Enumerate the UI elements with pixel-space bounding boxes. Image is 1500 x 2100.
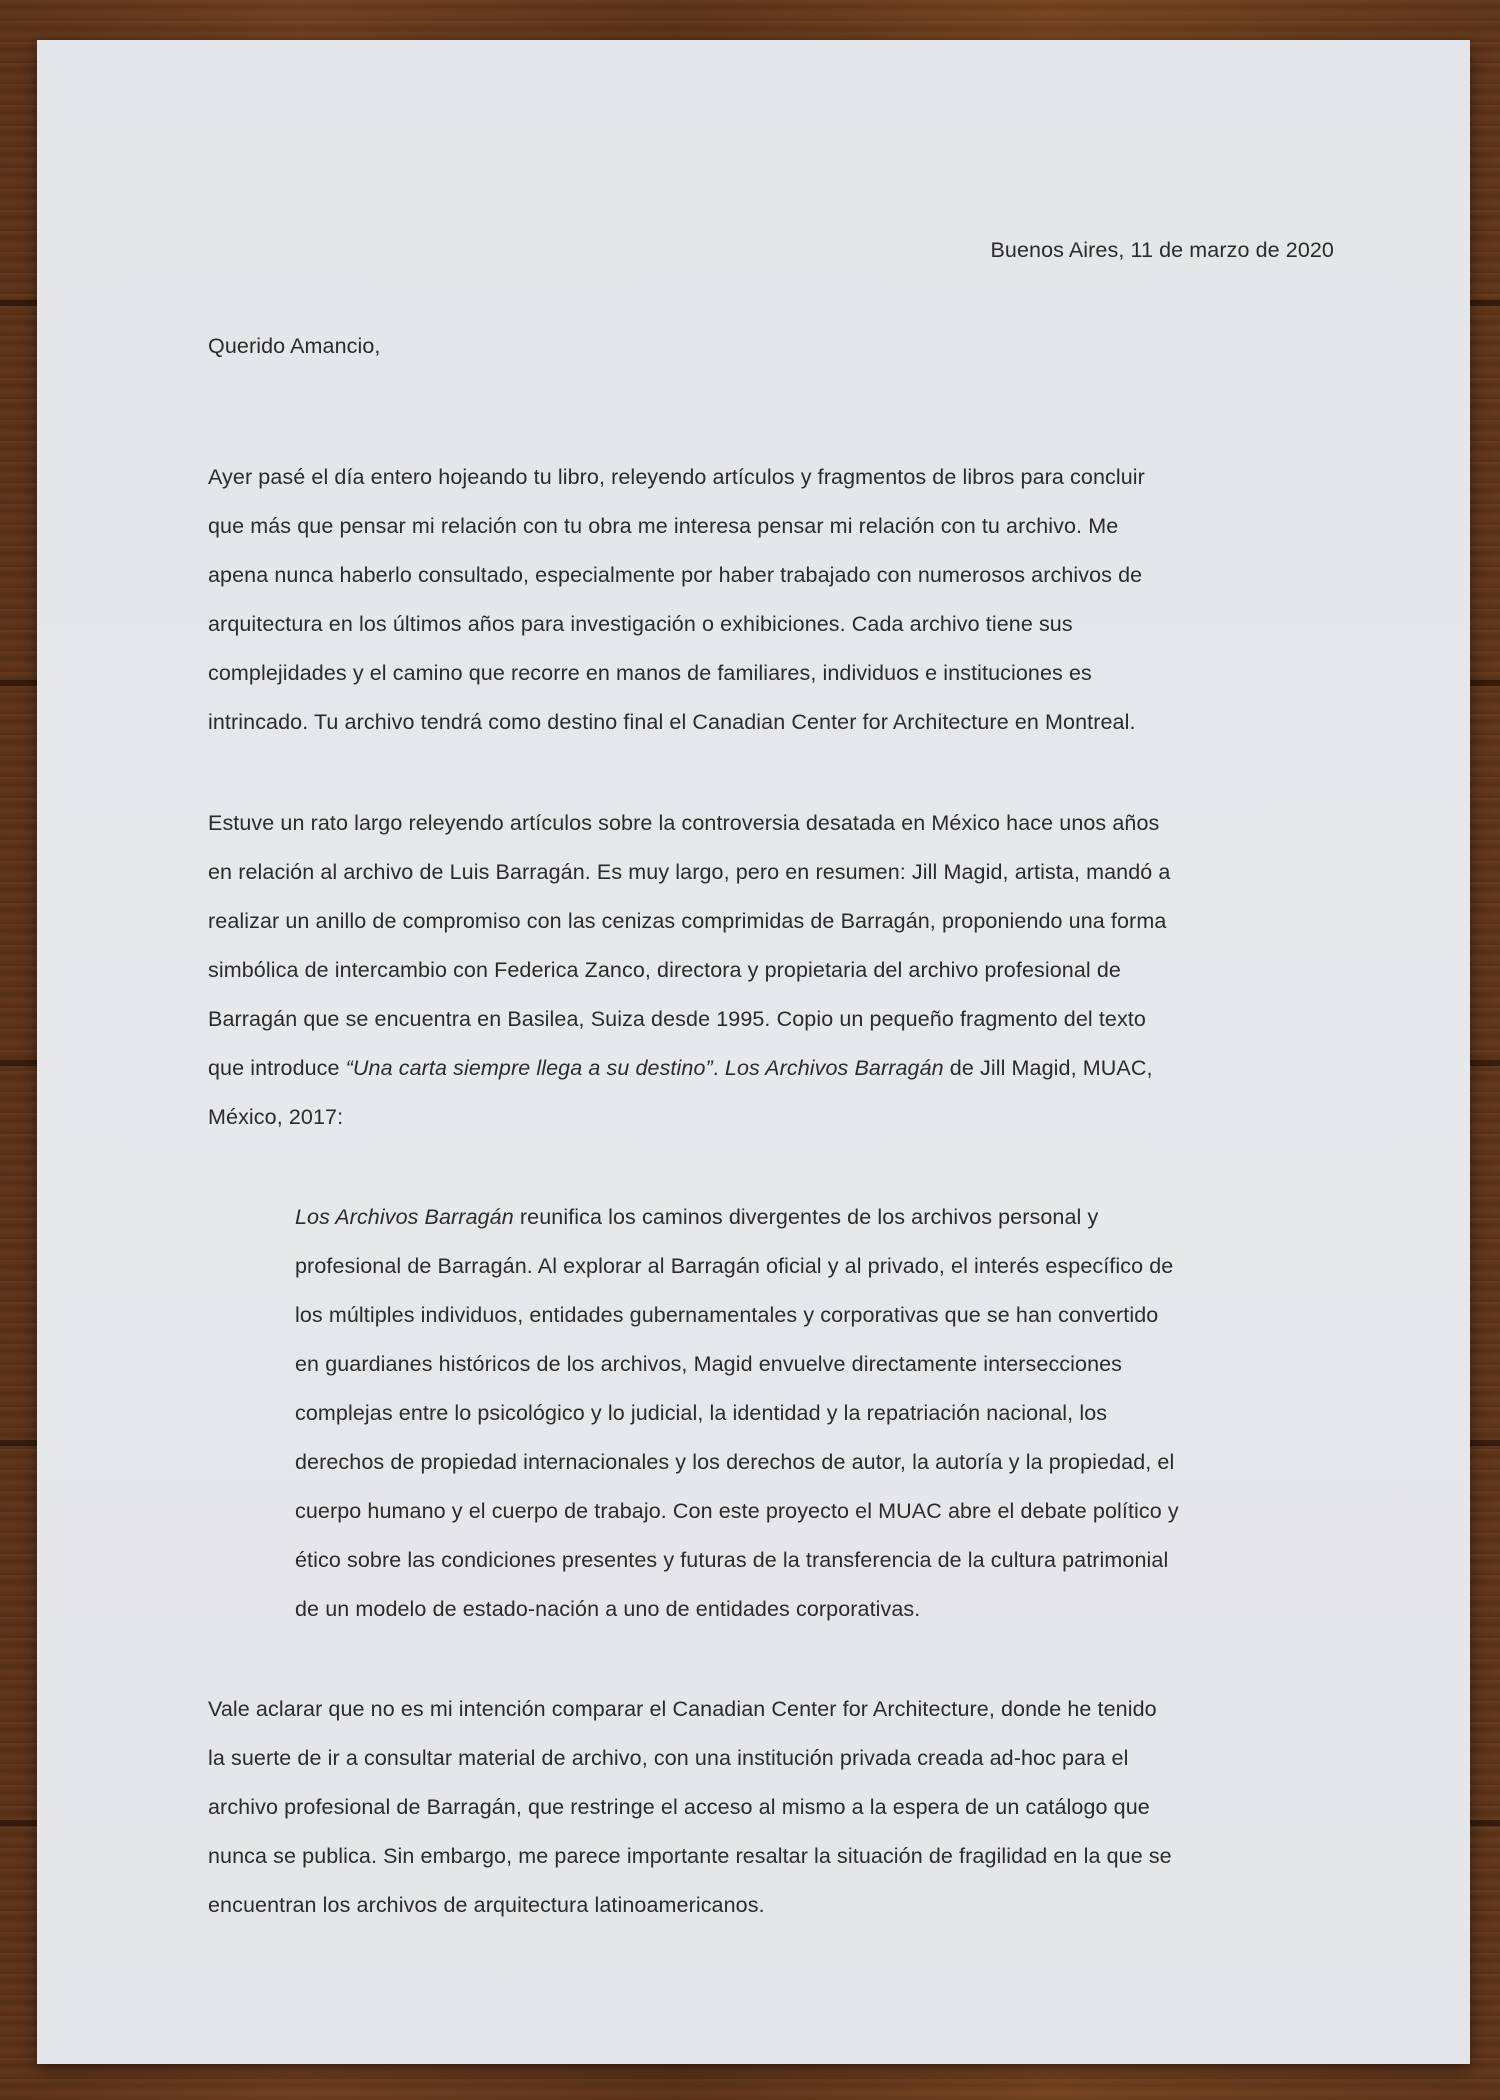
letter-paper bbox=[37, 40, 1470, 2064]
text-line: complejidades y el camino que recorre en manos de familiares, individuos e instituciones es bbox=[208, 661, 1092, 685]
text-line: encuentran los archivos de arquitectura latinoamericanos. bbox=[208, 1893, 765, 1917]
text-line: nunca se publica. Sin embargo, me parece importante resaltar la situación de fragilidad en la que se bbox=[208, 1844, 1172, 1868]
text-line: arquitectura en los últimos años para investigación o exhibiciones. Cada archivo tiene sus bbox=[208, 612, 1073, 636]
letter-date: Buenos Aires, 11 de marzo de 2020 bbox=[990, 238, 1334, 262]
text-line: Vale aclarar que no es mi intención comparar el Canadian Center for Architecture, donde he tenido bbox=[208, 1697, 1157, 1721]
text-line: Barragán que se encuentra en Basilea, Suiza desde 1995. Copio un pequeño fragmento del texto bbox=[208, 1007, 1146, 1031]
text-run: de Jill Magid, MUAC, bbox=[943, 1056, 1153, 1080]
text-line: los múltiples individuos, entidades gubernamentales y corporativas que se han convertido bbox=[295, 1303, 1159, 1327]
text-run: que introduce bbox=[208, 1056, 346, 1080]
text-line: que más que pensar mi relación con tu obra me interesa pensar mi relación con tu archivo. Me bbox=[208, 514, 1119, 538]
text-line: apena nunca haberlo consultado, especialmente por haber trabajado con numerosos archivos de bbox=[208, 563, 1143, 587]
paragraph-2 bbox=[208, 799, 1308, 1142]
text-line: México, 2017: bbox=[208, 1105, 344, 1129]
text-line: en relación al archivo de Luis Barragán. Es muy largo, pero en resumen: Jill Magid, artista, mandó a bbox=[208, 860, 1171, 884]
text-line bbox=[295, 1193, 1325, 1242]
text-line: la suerte de ir a consultar material de archivo, con una institución privada creada ad-hoc para el bbox=[208, 1746, 1129, 1770]
quoted-title: “Una carta siempre llega a su destino” bbox=[345, 1056, 713, 1080]
block-quote bbox=[295, 1193, 1325, 1634]
text-run: . bbox=[712, 1056, 725, 1080]
book-title: Los Archivos Barragán bbox=[724, 1056, 944, 1080]
letter-greeting: Querido Amancio, bbox=[208, 334, 381, 358]
text-line: complejas entre lo psicológico y lo judicial, la identidad y la repatriación nacional, los bbox=[295, 1401, 1108, 1425]
book-title: Los Archivos Barragán bbox=[295, 1205, 514, 1229]
text-line: Estuve un rato largo releyendo artículos sobre la controversia desatada en México hace unos años bbox=[208, 811, 1160, 835]
text-line: derechos de propiedad internacionales y los derechos de autor, la autoría y la propiedad, el bbox=[295, 1450, 1175, 1474]
paragraph-4 bbox=[208, 1685, 1308, 1930]
text-line bbox=[208, 1044, 1308, 1093]
text-line: de un modelo de estado-nación a uno de entidades corporativas. bbox=[295, 1597, 921, 1621]
text-line: Ayer pasé el día entero hojeando tu libro, releyendo artículos y fragmentos de libros para concluir bbox=[208, 465, 1145, 489]
text-line: intrincado. Tu archivo tendrá como destino final el Canadian Center for Architecture en Montreal. bbox=[208, 710, 1136, 734]
text-line: realizar un anillo de compromiso con las cenizas comprimidas de Barragán, proponiendo una forma bbox=[208, 909, 1167, 933]
text-line: archivo profesional de Barragán, que restringe el acceso al mismo a la espera de un catálogo que bbox=[208, 1795, 1150, 1819]
text-line: cuerpo humano y el cuerpo de trabajo. Con este proyecto el MUAC abre el debate político y bbox=[295, 1499, 1179, 1523]
text-line: ético sobre las condiciones presentes y futuras de la transferencia de la cultura patrimonial bbox=[295, 1548, 1169, 1572]
paragraph-1 bbox=[208, 453, 1308, 747]
text-line: en guardianes históricos de los archivos, Magid envuelve directamente intersecciones bbox=[295, 1352, 1123, 1376]
text-line: profesional de Barragán. Al explorar al Barragán oficial y al privado, el interés específico de bbox=[295, 1254, 1174, 1278]
text-run: reunifica los caminos divergentes de los archivos personal y bbox=[513, 1205, 1099, 1229]
text-line: simbólica de intercambio con Federica Zanco, directora y propietaria del archivo profesional de bbox=[208, 958, 1121, 982]
